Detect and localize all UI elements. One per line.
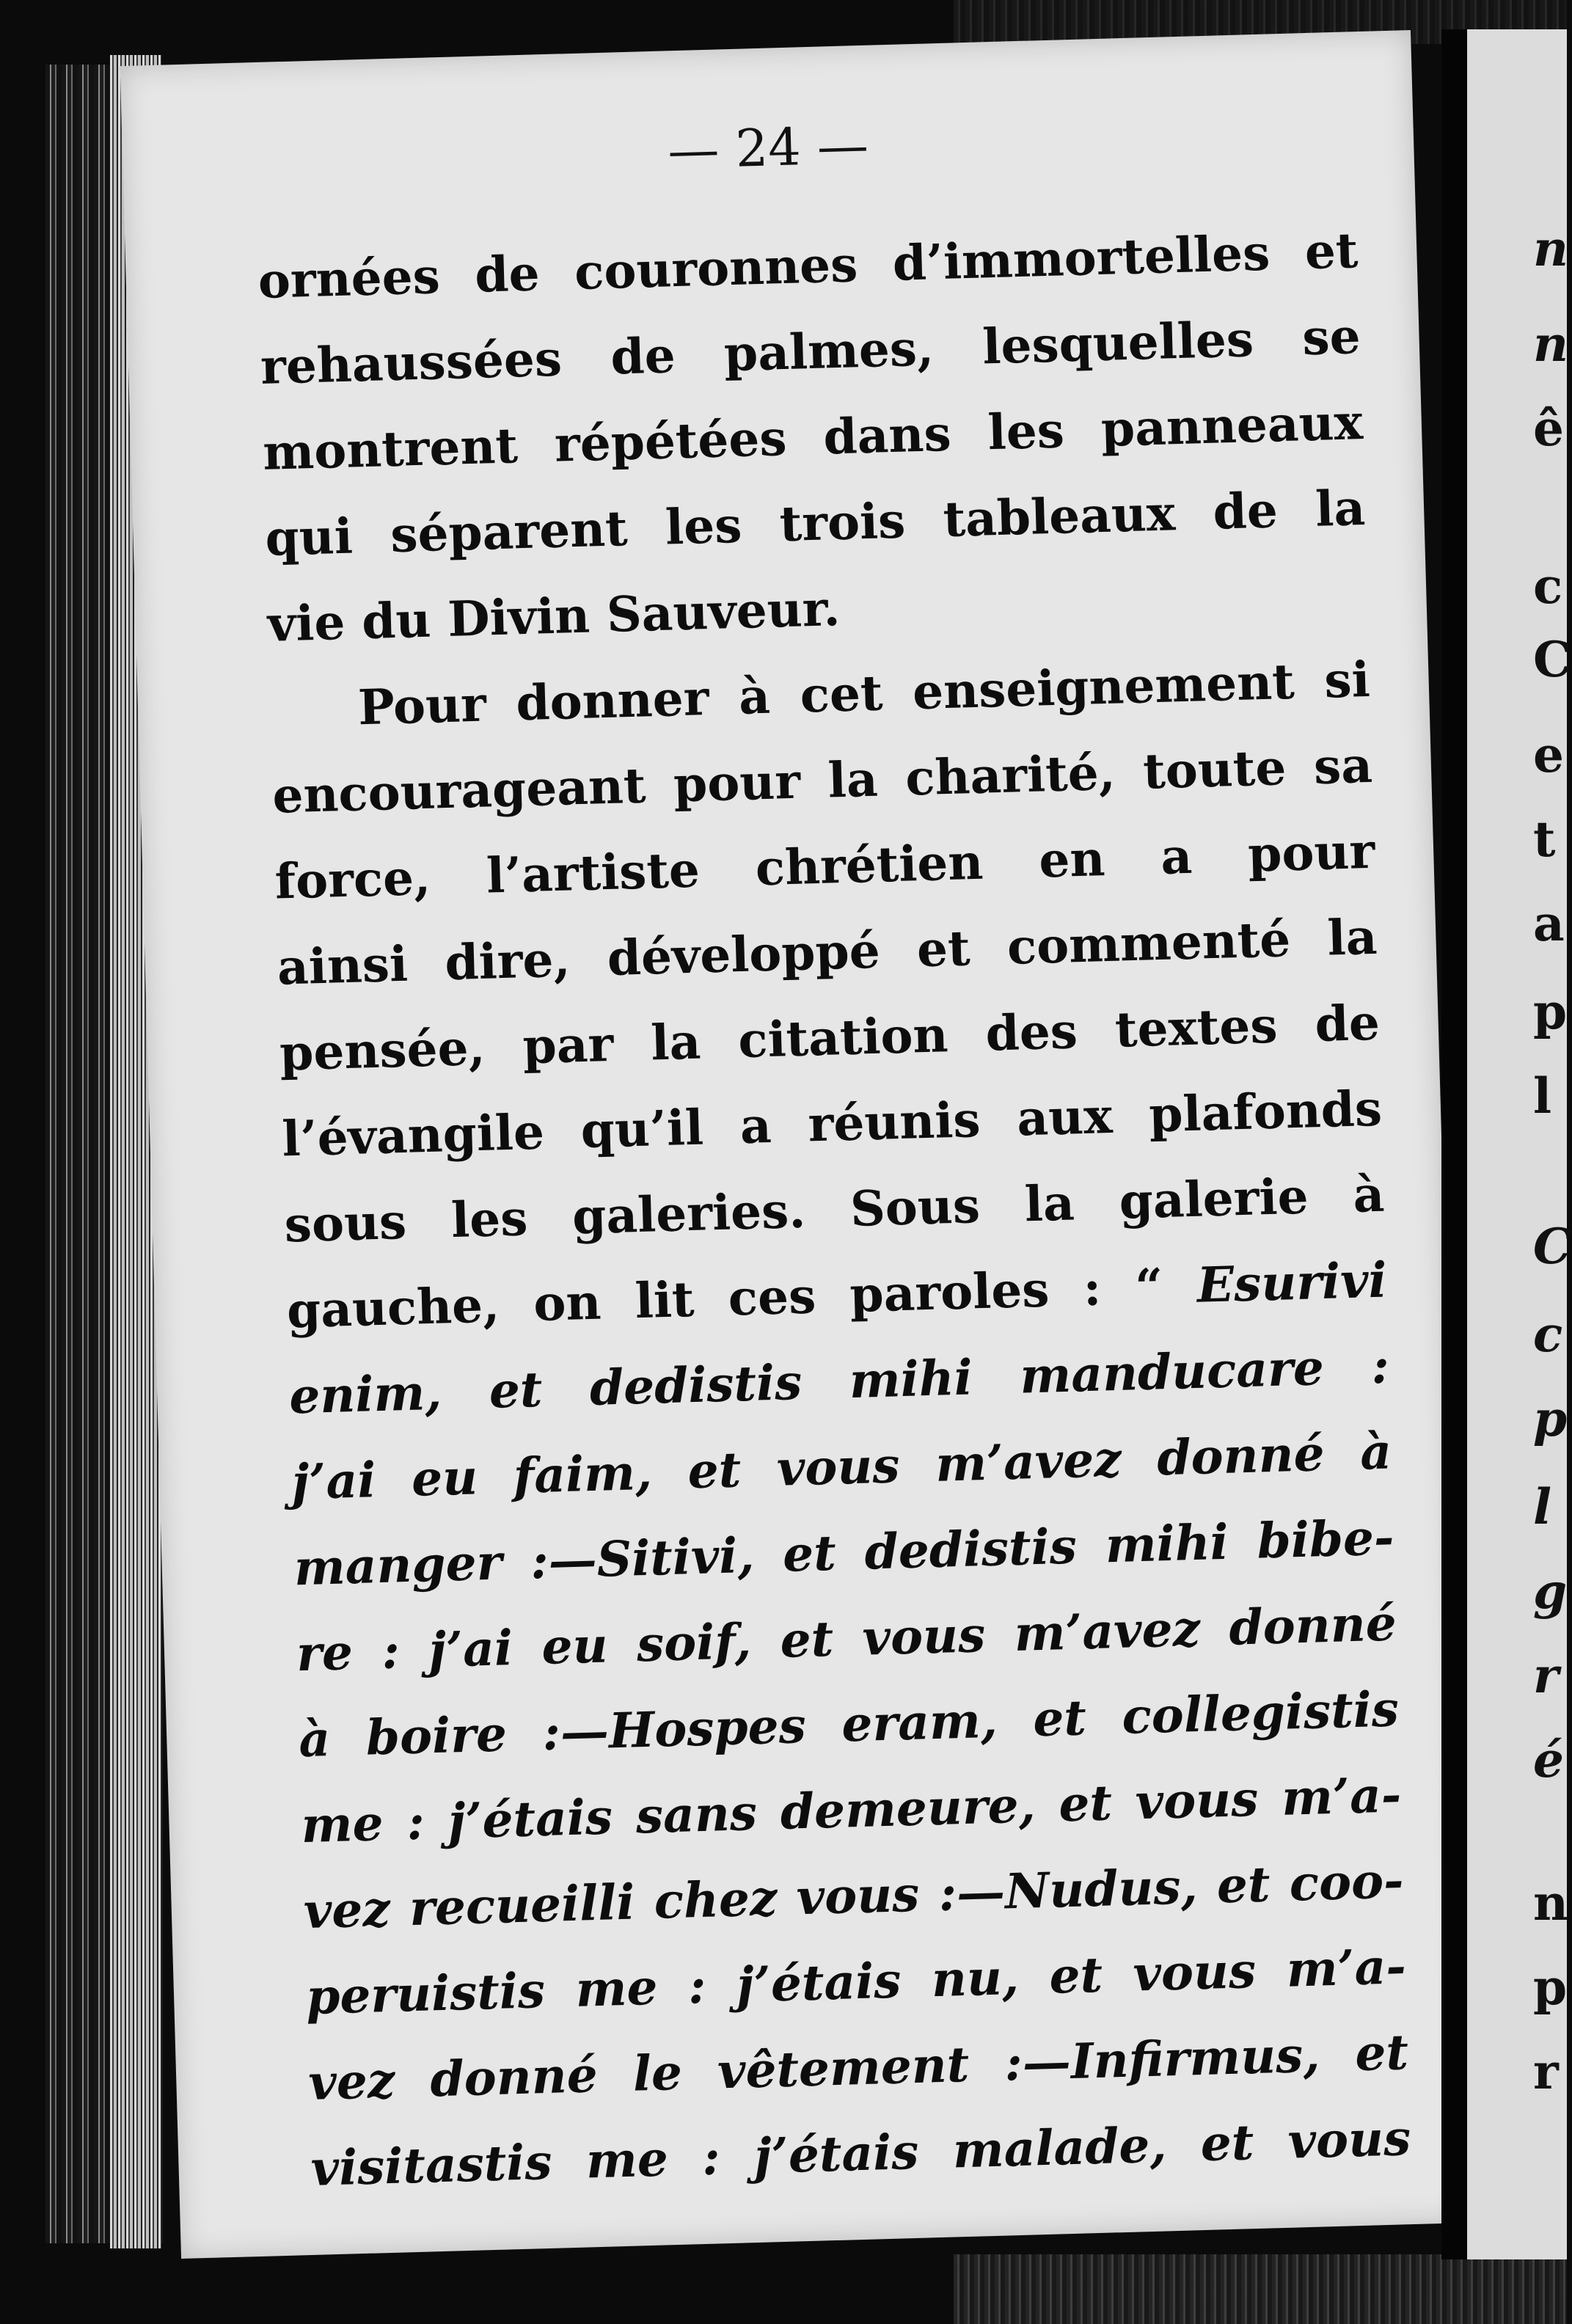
adjacent-page-letter: ê [1533,400,1564,457]
adjacent-page-letter: p [1533,983,1568,1040]
text-line: vez recueilli chez vous :—Nudus, et coo- [302,1852,1405,1940]
adjacent-page-letter: C [1533,1218,1572,1275]
page-number: — 24 — [667,114,869,181]
adjacent-page-letter: p [1533,1959,1568,2016]
adjacent-page-letter: n [1533,1874,1568,1932]
adjacent-page-letter: a [1533,895,1565,952]
adjacent-page-letter: l [1533,1067,1552,1125]
text-line-italic-part: Esurivi [1196,1251,1388,1314]
page-body-text [257,208,1412,2212]
text-line: vez donné le vêtement :—Infirmus, et [307,2023,1409,2112]
adjacent-page-letter: C [1533,631,1572,688]
text-line: re : j’ai eu soif, et vous m’avez donné [296,1594,1397,1683]
text-line: me : j’étais sans demeure, et vous m’a- [300,1766,1403,1855]
text-line: encourageant pour la charité, toute sa [271,736,1373,825]
book-page [120,30,1472,2259]
text-line: enim, et dedistis mihi manducare : [288,1337,1390,1425]
text-line: Pour donner à cet enseignement si [357,650,1371,737]
adjacent-page-letter: n [1533,220,1568,277]
adjacent-page-letter: e [1533,726,1564,783]
text-line: visitastis me : j’étais malade, et vous [310,2109,1412,2197]
adjacent-page-letter: n [1533,315,1568,373]
adjacent-page-letter: r [1533,2043,1559,2100]
text-line: ainsi dire, développé et commenté la [276,907,1378,996]
text-line: ornées de couronnes d’immortelles et [257,222,1359,310]
text-line: manger :—Sitivi, et dedistis mihi bibe- [293,1508,1395,1597]
adjacent-page-letter: p [1533,1390,1568,1447]
adjacent-page-letter: t [1533,811,1556,868]
text-line: montrent répétées dans les panneaux [262,393,1364,481]
adjacent-page-letter: g [1533,1563,1568,1620]
text-line: j’ai eu faim, et vous m’avez donné à [290,1422,1393,1511]
text-line: à boire :—Hospes eram, et collegistis [298,1680,1400,1769]
text-line: peruistis me : j’étais nu, et vous m’a- [305,1937,1407,2026]
text-line: rehaussées de palmes, lesquelles se [260,307,1361,395]
adjacent-page-letter: c [1533,558,1563,615]
page-gutter [1441,29,1471,2259]
text-line-roman-part: gauche, on lit ces paroles : “ [285,1256,1198,1340]
adjacent-page-letter: l [1533,1478,1552,1535]
text-line: force, l’artiste chrétien en a pour [274,822,1376,910]
adjacent-page-letter: r [1533,1647,1559,1704]
adjacent-page-letter: é [1533,1731,1564,1788]
text-line: vie du Divin Sauveur. [266,580,841,653]
text-line: sous les galeries. Sous la galerie à [283,1165,1386,1254]
scan-noise-bottom [954,2254,1567,2324]
text-line: l’évangile qu’il a réunis aux plafonds [281,1079,1383,1168]
text-line: qui séparent les trois tableaux de la [264,479,1367,567]
text-line: pensée, par la citation des textes de [279,993,1381,1082]
adjacent-page-letter: c [1533,1306,1563,1363]
